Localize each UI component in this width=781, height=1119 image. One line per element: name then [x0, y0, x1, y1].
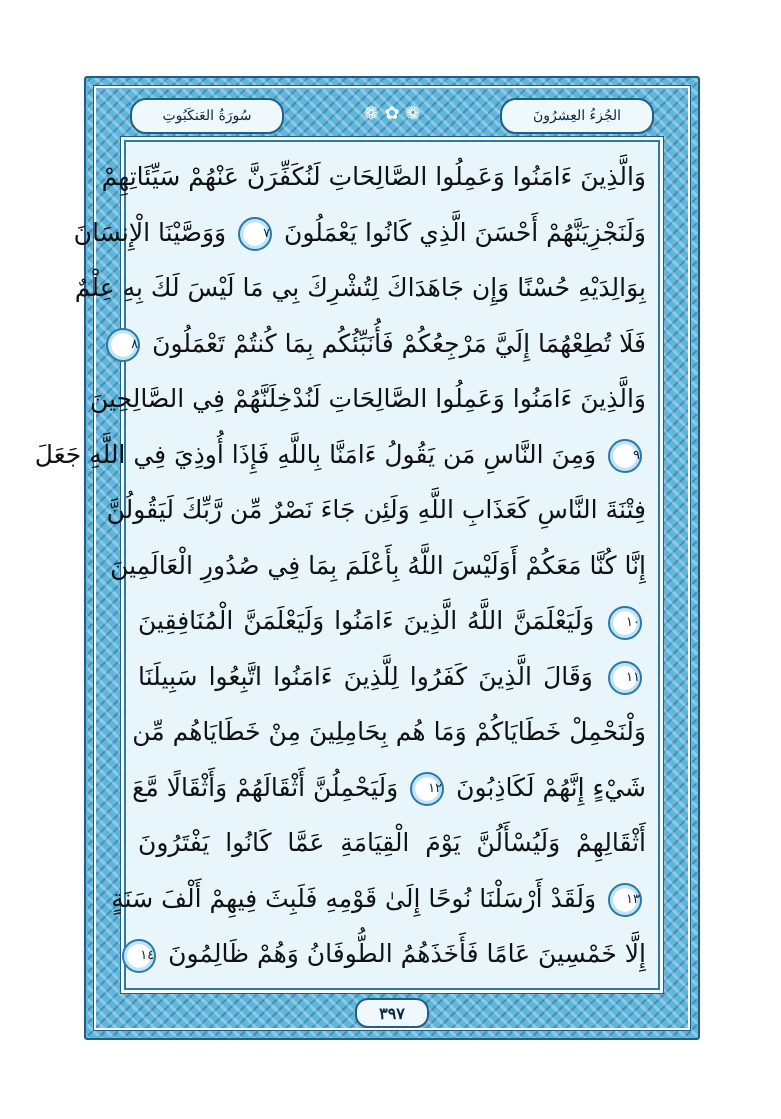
ayah-number-marker: ١٣	[608, 883, 642, 917]
verse-text: وَمِنَ النَّاسِ مَن يَقُولُ ءَامَنَّا بِاللَّهِ فَإِذَا أُوذِيَ فِي اللَّهِ جَعَلَ	[34, 439, 597, 469]
ayah-number-marker: ١١	[608, 661, 642, 695]
verse-text: وَقَالَ الَّذِينَ كَفَرُوا لِلَّذِينَ ءَامَنُوا اتَّبِعُوا سَبِيلَنَا	[138, 661, 593, 691]
verse-text: وَلَقَدْ أَرْسَلْنَا نُوحًا إِلَىٰ قَوْمِهِ فَلَبِثَ فِيهِمْ أَلْفَ سَنَةٍ	[111, 883, 597, 913]
juz-name-header	[500, 98, 654, 134]
verse-text: وَالَّذِينَ ءَامَنُوا وَعَمِلُوا الصَّالِحَاتِ لَنُكَفِّرَنَّ عَنْهُمْ سَيِّئَاتِهِمْ	[101, 162, 646, 191]
page-frame	[34, 76, 700, 1040]
verse-text: وَوَصَّيْنَا الْإِنسَانَ	[73, 217, 227, 247]
quran-line	[138, 652, 646, 701]
quran-line	[138, 818, 646, 867]
quran-line	[74, 263, 646, 312]
quran-line	[106, 485, 646, 534]
ayah-number-marker: ٧	[238, 217, 272, 251]
verse-text: وَلْنَحْمِلْ خَطَايَاكُمْ وَمَا هُم بِحَامِلِينَ مِنْ خَطَايَاهُم مِّن	[132, 717, 646, 746]
verse-text: وَالَّذِينَ ءَامَنُوا وَعَمِلُوا الصَّالِحَاتِ لَنُدْخِلَنَّهُمْ فِي الصَّالِحِينَ	[90, 384, 646, 413]
verse-text: بِوَالِدَيْهِ حُسْنًا وَإِن جَاهَدَاكَ لِتُشْرِكَ بِي مَا لَيْسَ لَكَ بِهِ عِلْمٌ	[74, 273, 646, 302]
quran-line	[132, 763, 646, 812]
ayah-number-marker: ١٢	[410, 772, 444, 806]
quran-line	[34, 430, 646, 479]
ayah-number-marker: ١٠	[608, 606, 642, 640]
quran-line	[90, 374, 646, 423]
ayah-number-marker: ١٤	[122, 939, 156, 973]
juz-name: الجُزءُ العِشرُونَ	[532, 108, 622, 124]
verse-text: إِنَّا كُنَّا مَعَكُمْ أَوَلَيْسَ اللَّهُ بِأَعْلَمَ بِمَا فِي صُدُورِ الْعَالَمِينَ	[110, 550, 646, 580]
verse-text: شَيْءٍ إِنَّهُمْ لَكَاذِبُونَ	[456, 772, 646, 802]
quran-line	[111, 874, 646, 923]
page-number	[355, 998, 429, 1028]
quran-line	[131, 319, 646, 368]
top-ornament-icon: ❁ ✿ ❁	[363, 102, 421, 124]
quran-line	[110, 541, 646, 590]
verse-text: فِتْنَةَ النَّاسِ كَعَذَابِ اللَّهِ وَلَئِن جَاءَ نَصْرٌ مِّن رَّبِّكَ لَيَقُولُنَّ	[106, 495, 646, 524]
verse-text: وَلَيَحْمِلُنَّ أَثْقَالَهُمْ وَأَثْقَالًا مَّعَ	[132, 772, 399, 802]
page-number-label: ٣٩٧	[379, 1003, 405, 1023]
quran-lines	[34, 152, 646, 978]
surah-name: سُورَةُ العَنكَبُوتِ	[162, 108, 252, 124]
quran-line	[101, 152, 646, 201]
ayah-number-marker: ٩	[608, 439, 642, 473]
verse-text: فَلَا تُطِعْهُمَا إِلَيَّ مَرْجِعُكُمْ فَأُنَبِّئُكُم بِمَا كُنتُمْ تَعْمَلُونَ	[152, 328, 646, 358]
quran-text-panel	[34, 140, 660, 990]
verse-text: أَثْقَالِهِمْ وَلَيُسْأَلُنَّ يَوْمَ الْقِيَامَةِ عَمَّا كَانُوا يَفْتَرُونَ	[138, 828, 646, 857]
verse-text: إِلَّا خَمْسِينَ عَامًا فَأَخَذَهُمُ الطُّوفَانُ وَهُمْ ظَالِمُونَ	[168, 939, 646, 968]
verse-text: وَلَيَعْلَمَنَّ اللَّهُ الَّذِينَ ءَامَنُوا وَلَيَعْلَمَنَّ الْمُنَافِقِينَ	[138, 606, 595, 635]
verse-text: وَلَنَجْزِيَنَّهُمْ أَحْسَنَ الَّذِي كَانُوا يَعْمَلُونَ	[284, 217, 646, 247]
quran-line	[138, 596, 646, 645]
quran-line	[73, 208, 646, 257]
surah-name-header	[130, 98, 284, 134]
ayah-number-marker: ٨	[106, 328, 140, 362]
quran-line	[132, 707, 646, 756]
quran-line	[138, 929, 646, 978]
